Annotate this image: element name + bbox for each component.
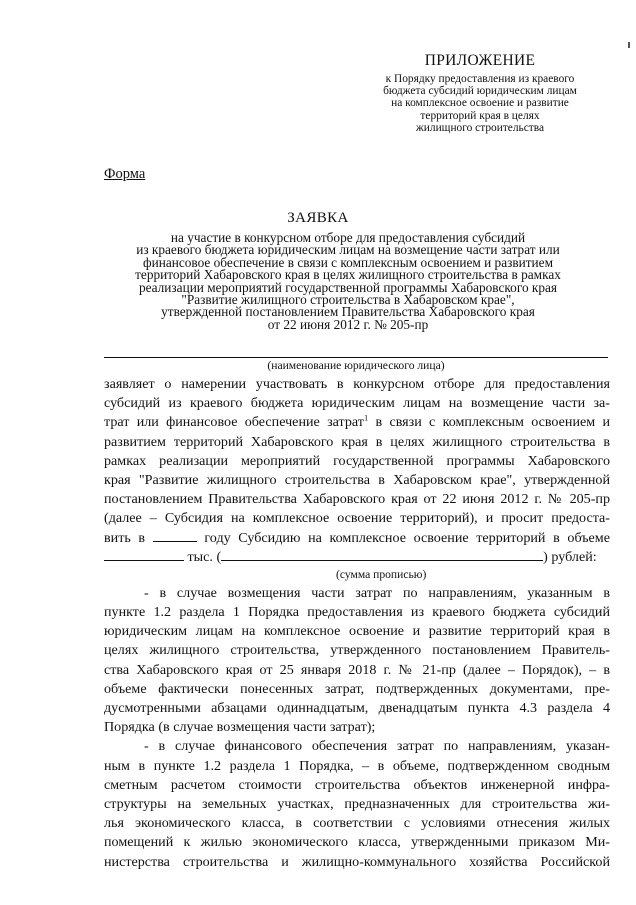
body-line: объеме фактически понесенных затрат, подтвержденных документами, пре- bbox=[104, 680, 610, 697]
body-line: сметным расчетом стоимости строительства объектов инженерной инфра- bbox=[104, 776, 610, 793]
appendix-line: территорий края в целях bbox=[420, 109, 540, 122]
body-line: нистерства строительства и жилищно-коммунального хозяйства Российской bbox=[104, 853, 610, 870]
subtitle-line: финансовое обеспечение в связи с комплексным освоением и развитием bbox=[143, 254, 553, 270]
amount-words-field[interactable] bbox=[221, 548, 543, 561]
subtitle-line: от 22 июня 2012 г. № 205-пр bbox=[267, 316, 429, 332]
body-line: развитием территорий Хабаровского края в целях жилищного строительства в bbox=[104, 433, 610, 450]
appendix-line: на комплексное освоение и развитие bbox=[391, 97, 569, 110]
appendix-line: к Порядку предоставления из краевого bbox=[385, 73, 575, 85]
body-line: целях жилищного строительства, утвержденного постановлением Правитель- bbox=[104, 642, 610, 659]
body-line: - в случае возмещения части затрат по направлениям, указанным в bbox=[144, 584, 610, 601]
body-line: края "Развитие жилищного строительства в Хабаровском крае", утвержденной bbox=[104, 471, 610, 488]
body-line: тыс. ( ) рублей: bbox=[104, 548, 610, 567]
body-line: Порядка (в случае возмещения части затрат); bbox=[104, 719, 376, 736]
entity-name-caption: (наименование юридического лица) bbox=[267, 359, 445, 372]
body-line: ства Хабаровского края от 25 января 2018 г. № 21-пр (далее – Порядок), – в bbox=[104, 661, 610, 678]
body-line: дусмотренными абзацами одиннадцатым, двенадцатым пункта 4.3 раздела 4 bbox=[104, 700, 610, 716]
body-line: постановлением Правительства Хабаровского края от 22 июня 2012 г. № 205-пр bbox=[104, 491, 610, 508]
amount-number-field[interactable] bbox=[104, 548, 184, 561]
subtitle-line: реализации мероприятий государственной программы Хабаровского края bbox=[138, 279, 558, 295]
amount-caption: (сумма прописью) bbox=[336, 567, 427, 581]
appendix-line: бюджета субсидий юридическим лицам bbox=[383, 85, 577, 98]
entity-name-field-line[interactable] bbox=[104, 357, 608, 358]
subtitle-line: на участие в конкурсном отборе для предоставления субсидий bbox=[170, 230, 526, 245]
subtitle-line: территорий Хабаровского края в целях жилищного строительства в рамках bbox=[135, 267, 561, 283]
application-subtitle bbox=[98, 232, 598, 331]
body-line: - в случае финансового обеспечения затрат по направлениям, указан- bbox=[144, 738, 610, 755]
subtitle-line: "Развитие жилищного строительства в Хабаровском крае", bbox=[181, 292, 515, 308]
subtitle-line: утвержденной постановлением Правительства Хабаровского края bbox=[161, 304, 535, 320]
appendix-line: жилищного строительства bbox=[415, 121, 545, 134]
body-line: субсидий из краевого бюджета юридическим лицам на возмещение части за- bbox=[104, 395, 610, 412]
body-line: рамках реализации мероприятий государственной программы Хабаровского bbox=[104, 452, 610, 469]
body-line: структуры на земельных участках, предназначенных для строительства жи- bbox=[104, 795, 610, 812]
body-text bbox=[104, 375, 610, 872]
body-line: лья экономического класса, в соответствии с условиями отнесения жилых bbox=[104, 815, 610, 832]
body-line: вить в году Субсидию на комплексное освоение территорий в объеме bbox=[104, 529, 610, 546]
subtitle-line: из краевого бюджета юридическим лицам на возмещение части затрат или bbox=[136, 242, 560, 258]
body-line: пункте 1.2 раздела 1 Порядка предоставления из краевого бюджета субсидий bbox=[104, 604, 610, 621]
body-line: юридическим лицам на комплексное освоение и развитие территорий края в bbox=[104, 623, 610, 640]
appendix-block bbox=[360, 52, 600, 134]
body-line: (далее – Субсидия на комплексное освоение территорий), и просит предоста- bbox=[104, 510, 610, 527]
body-line: помещений к жилью экономического класса, утвержденными приказом Ми- bbox=[104, 834, 610, 851]
body-line: заявляет о намерении участвовать в конкурсном отборе для предоставления bbox=[104, 376, 610, 392]
scan-edge-mark bbox=[628, 42, 630, 48]
body-line: ным в пункте 1.2 раздела 1 Порядка, – в объеме, подтвержденном сводным bbox=[104, 757, 610, 774]
application-title: ЗАЯВКА bbox=[287, 210, 349, 226]
appendix-title: ПРИЛОЖЕНИЕ bbox=[424, 52, 536, 69]
footnote-mark: 1 bbox=[363, 413, 369, 423]
form-label: Форма bbox=[104, 166, 146, 182]
year-field[interactable] bbox=[153, 529, 197, 542]
body-line: трат или финансовое обеспечение затрат$^1$ в связи с комплексным освоением и bbox=[104, 413, 610, 431]
